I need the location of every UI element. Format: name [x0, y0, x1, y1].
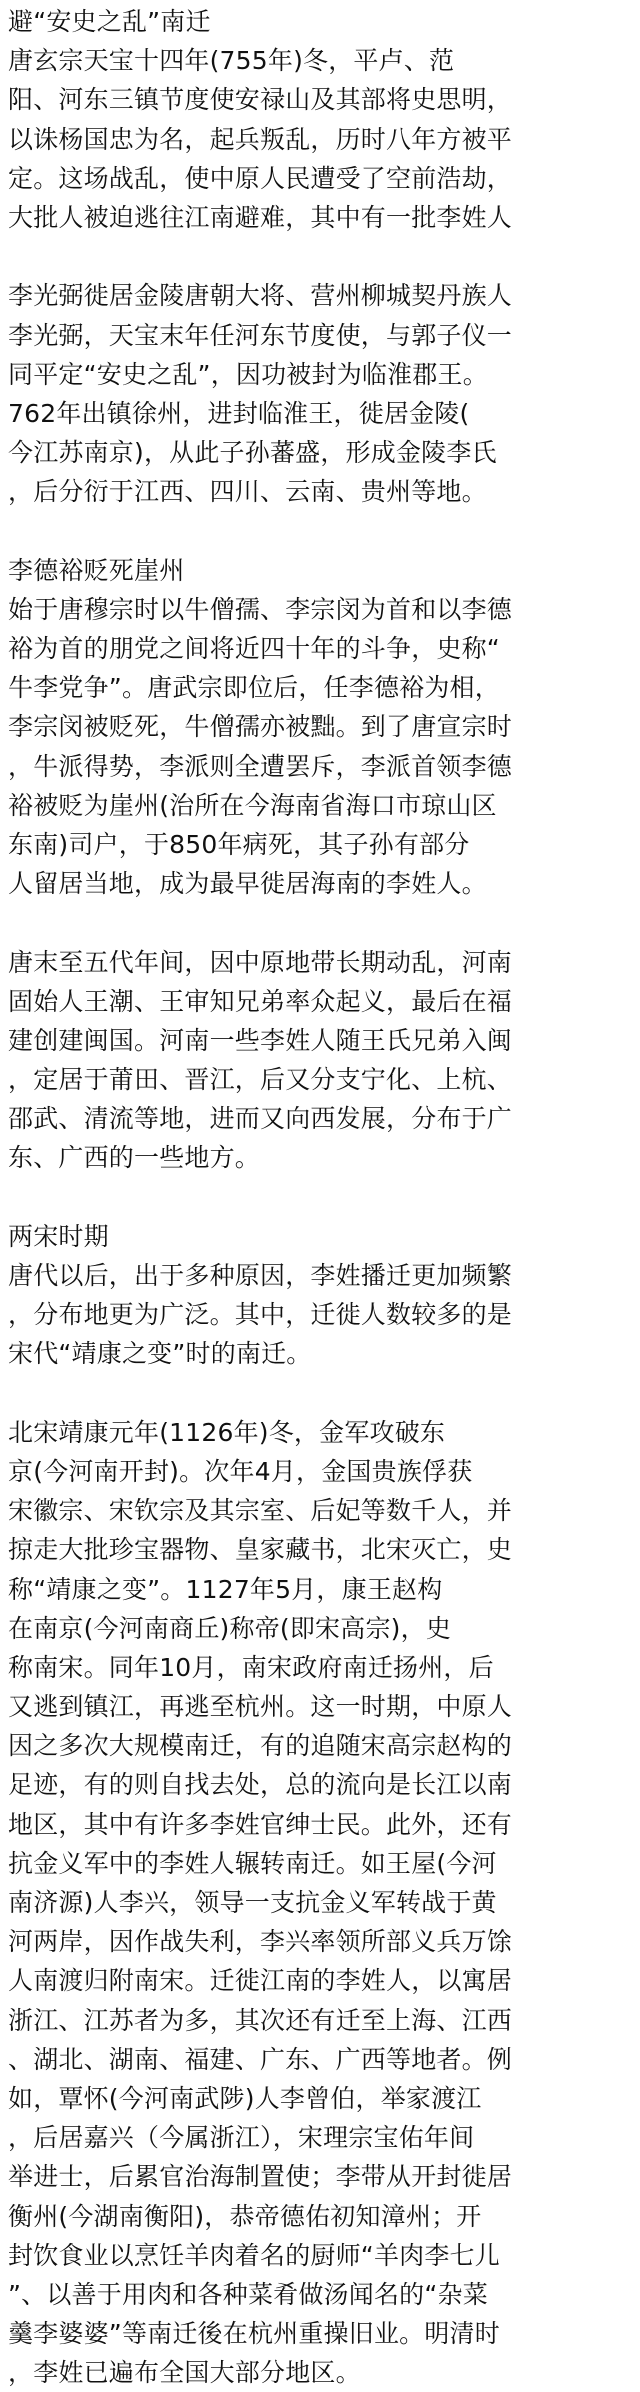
text-line: 又逃到镇江，再逃至杭州。这一时期，中原人	[8, 1692, 513, 1722]
section-heading: 李德裕贬死崖州	[8, 555, 185, 585]
text-line: 浙江、江苏者为多，其次还有迁至上海、江西	[8, 2005, 513, 2035]
section-heading: 避“安史之乱”南迁	[8, 7, 211, 36]
document-section	[8, 551, 634, 904]
text-line: 北宋靖康元年(1126年)冬，金军攻破东	[8, 1417, 446, 1447]
text-line: 人南渡归附南宋。迁徙江南的李姓人，以寓居	[8, 1966, 513, 1996]
paragraph-spacer	[8, 1374, 634, 1413]
text-line: 在南京(今河南商丘)称帝(即宋高宗)，史	[8, 1613, 452, 1643]
text-line: 东南)司户，于850年病死，其子孙有部分	[8, 829, 470, 859]
document-section	[8, 276, 634, 511]
text-line: 举进士，后累官治海制置使；李带从开封徙居	[8, 2162, 513, 2192]
document-section	[8, 1413, 634, 2392]
text-line: 阳、河东三镇节度使安禄山及其部将史思明，	[8, 85, 513, 115]
text-line: 掠走大批珍宝器物、皇家藏书，北宋灭亡，史	[8, 1535, 513, 1565]
text-line: 同平定“安史之乱”，因功被封为临淮郡王。	[8, 359, 488, 389]
text-line: 足迹，有的则自找去处，总的流向是长江以南	[8, 1770, 513, 1800]
text-line: 地区，其中有许多李姓官绅士民。此外，还有	[8, 1809, 513, 1839]
text-line: 衡州(今湖南衡阳)，恭帝德佑初知漳州；开	[8, 2201, 482, 2231]
text-line: 抗金义军中的李姓人辗转南迁。如王屋(今河	[8, 1848, 497, 1878]
text-line: 东、广西的一些地方。	[8, 1143, 261, 1173]
text-line: 固始人王潮、王审知兄弟率众起义，最后在福	[8, 986, 513, 1016]
text-line: 以诛杨国忠为名，起兵叛乱，历时八年方被平	[8, 124, 513, 154]
text-line: ，李姓已遍布全国大部分地区。	[8, 2358, 361, 2388]
text-line: 河两岸，因作战失利，李兴率领所部义兵万馀	[8, 1927, 513, 1957]
text-line: 如，覃怀(今河南武陟)人李曾伯，举家渡江	[8, 2083, 482, 2113]
text-line: 、湖北、湖南、福建、广东、广西等地者。例	[8, 2044, 513, 2074]
paragraph-spacer	[8, 511, 634, 550]
text-line: ，牛派得势，李派则全遭罢斥，李派首领李德	[8, 751, 513, 781]
text-line: 李光弼，天宝末年任河东节度使，与郭子仪一	[8, 320, 513, 350]
text-line: 称南宋。同年10月，南宋政府南迁扬州，后	[8, 1652, 494, 1682]
document-section	[8, 2, 634, 237]
text-line: 唐末至五代年间，因中原地带长期动乱，河南	[8, 947, 513, 977]
text-line: ，定居于莆田、晋江，后又分支宁化、上杭、	[8, 1065, 513, 1095]
text-line: 京(今河南开封)。次年4月，金国贵族俘获	[8, 1456, 473, 1486]
text-line: 李宗闵被贬死，牛僧孺亦被黜。到了唐宣宗时	[8, 712, 513, 742]
text-line: 裕为首的朋党之间将近四十年的斗争，史称“	[8, 634, 500, 663]
text-line: 羹李婆婆”等南迁後在杭州重操旧业。明清时	[8, 2319, 500, 2349]
text-line: 大批人被迫逃往江南避难，其中有一批李姓人	[8, 202, 513, 232]
text-line: 始于唐穆宗时以牛僧孺、李宗闵为首和以李德	[8, 594, 513, 624]
text-line: 建创建闽国。河南一些李姓人随王氏兄弟入闽	[8, 1025, 513, 1055]
text-line: 唐玄宗天宝十四年(755年)冬，平卢、范	[8, 46, 455, 76]
text-line: 封饮食业以烹饪羊肉着名的厨师“羊肉李七儿	[8, 2240, 500, 2270]
text-line: 邵武、清流等地，进而又向西发展，分布于广	[8, 1104, 513, 1134]
paragraph-spacer	[8, 237, 634, 276]
text-line: 唐代以后，出于多种原因，李姓播迁更加频繁	[8, 1261, 513, 1290]
text-line: 南济源)人李兴，领导一支抗金义军转战于黄	[8, 1888, 497, 1917]
text-line: 定。这场战乱，使中原人民遭受了空前浩劫，	[8, 163, 513, 193]
text-line: 因之多次大规模南迁，有的追随宋高宗赵构的	[8, 1731, 513, 1761]
paragraph-spacer	[8, 1178, 634, 1217]
document-section	[8, 943, 634, 1178]
text-line: ”、以善于用肉和各种菜肴做汤闻名的“杂菜	[8, 2279, 488, 2309]
section-heading: 两宋时期	[8, 1221, 109, 1251]
text-line: 宋徽宗、宋钦宗及其宗室、后妃等数千人，并	[8, 1496, 513, 1526]
text-line: 牛李党争”。唐武宗即位后，任李德裕为相，	[8, 673, 500, 703]
text-line: 李光弼徙居金陵唐朝大将、营州柳城契丹族人	[8, 281, 513, 311]
text-line: 人留居当地，成为最早徙居海南的李姓人。	[8, 869, 487, 899]
text-line: 宋代“靖康之变”时的南迁。	[8, 1339, 312, 1369]
text-line: 今江苏南京)，从此子孙蕃盛，形成金陵李氏	[8, 438, 497, 468]
text-line: 裕被贬为崖州(治所在今海南省海口市琼山区	[8, 790, 497, 820]
document-section	[8, 1217, 634, 1374]
text-line: 称“靖康之变”。1127年5月，康王赵构	[8, 1574, 443, 1604]
text-line: ，分布地更为广泛。其中，迁徙人数较多的是	[8, 1300, 513, 1330]
paragraph-spacer	[8, 903, 634, 942]
text-line: ，后分衍于江西、四川、云南、贵州等地。	[8, 477, 487, 507]
text-line: ，后居嘉兴（今属浙江），宋理宗宝佑年间	[8, 2123, 475, 2153]
text-line: 762年出镇徐州，进封临淮王，徙居金陵(	[8, 398, 470, 428]
